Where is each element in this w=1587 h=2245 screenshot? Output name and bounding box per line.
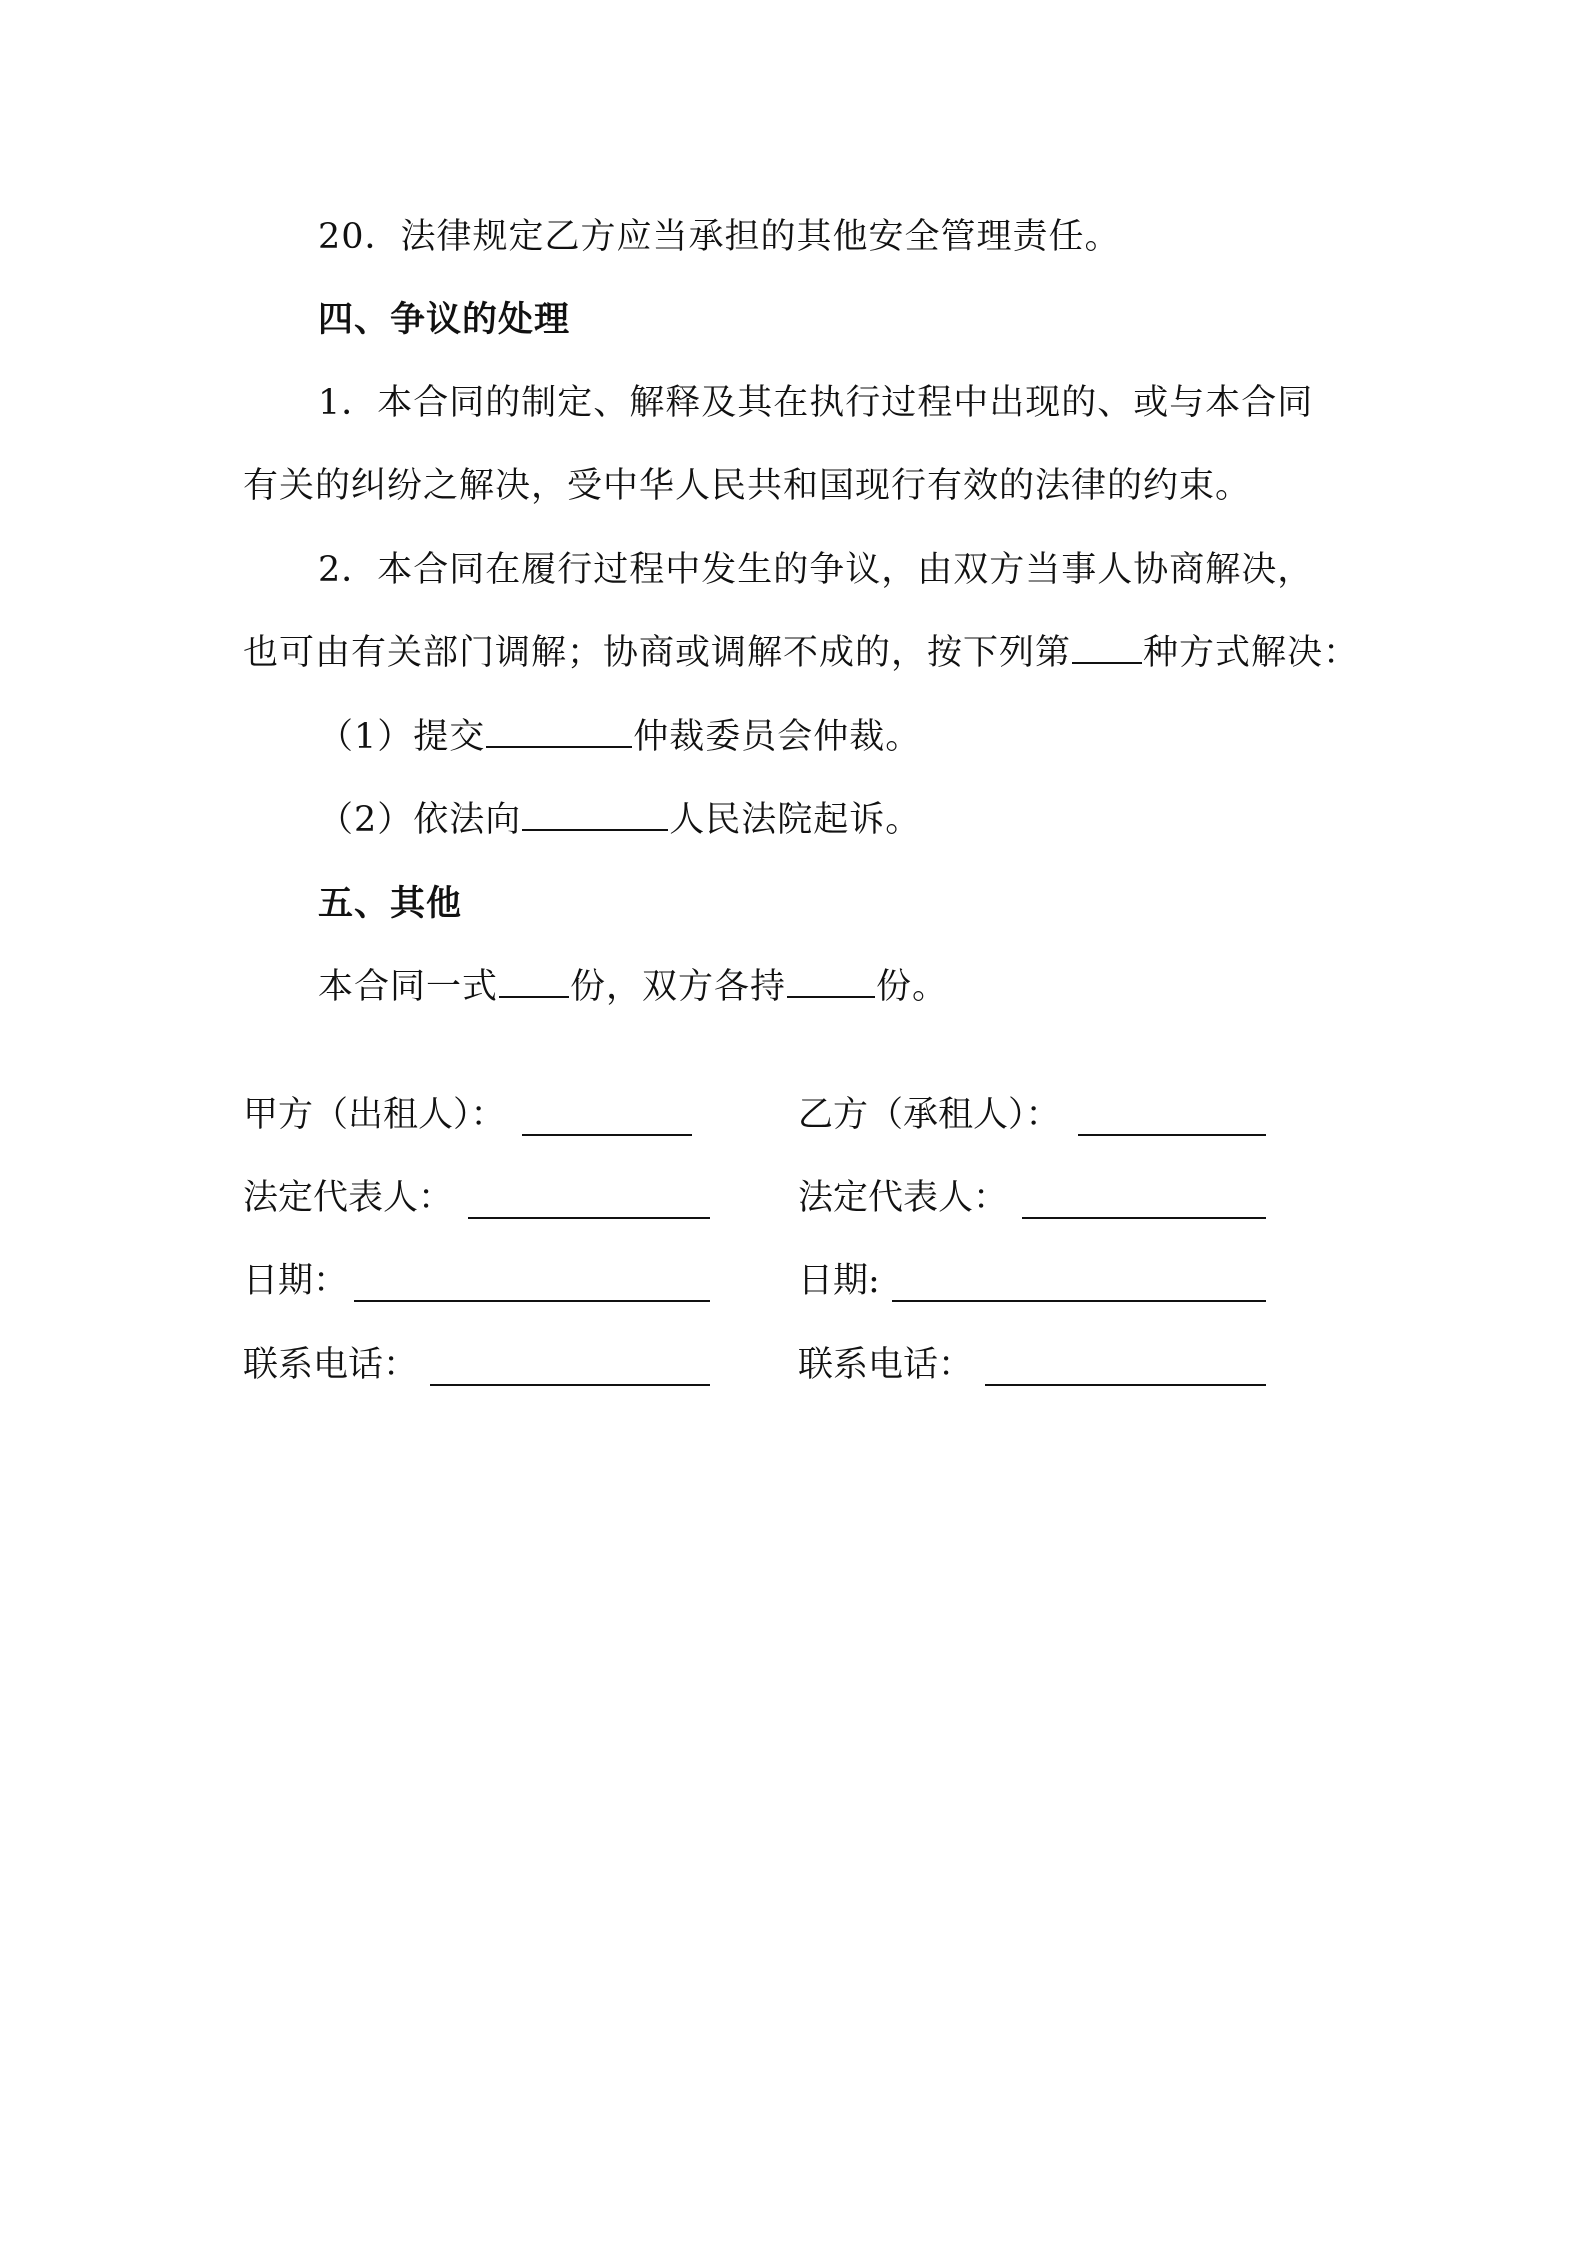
party-a-rep-row [243, 1173, 453, 1223]
option-1 [318, 712, 921, 762]
party-a-phone-line [430, 1384, 710, 1386]
option-2-text-b: 人民法院起诉。 [669, 800, 922, 840]
clause-4-1-line-2: 有关的纠纷之解决，受中华人民共和国现行有效的法律的约束。 [243, 466, 1252, 506]
option-2-text-a: （2）依法向 [318, 800, 522, 840]
copies-line [318, 962, 948, 1012]
copies-text-c: 份。 [876, 967, 949, 1007]
party-b-rep-row [798, 1173, 1008, 1223]
court-blank [522, 795, 668, 831]
section-5-title: 五、其他 [318, 883, 463, 924]
clause-4-2-line-1: 2．本合同在履行过程中发生的争议，由双方当事人协商解决， [318, 550, 1314, 590]
party-b-phone-row [798, 1340, 973, 1390]
option-2 [318, 795, 921, 845]
party-b-date-label: 日期: [798, 1261, 880, 1301]
option-1-text-b: 仲裁委员会仲裁。 [633, 717, 922, 757]
party-b-rep-label: 法定代表人： [798, 1178, 1009, 1218]
clause-4-2-line-2 [243, 628, 1359, 678]
party-b-name-label: 乙方（承租人）： [798, 1095, 1061, 1135]
arbitration-commission-blank [486, 712, 632, 748]
party-a-rep-label: 法定代表人： [243, 1178, 454, 1218]
each-copies-blank [787, 962, 875, 998]
party-b-phone-line [985, 1384, 1266, 1386]
party-a-name-line [522, 1134, 692, 1136]
party-a-date-label: 日期： [243, 1261, 349, 1301]
copies-text-a: 本合同一式 [318, 967, 499, 1007]
total-copies-blank [499, 962, 569, 998]
party-a-name-row [243, 1090, 506, 1140]
party-b-name-row [798, 1090, 1061, 1140]
party-b-date-line [892, 1300, 1266, 1302]
party-a-rep-line [468, 1217, 710, 1219]
clause-20: 20．法律规定乙方应当承担的其他安全管理责任。 [318, 217, 1121, 257]
method-number-blank [1072, 628, 1142, 664]
party-b-phone-label: 联系电话： [798, 1345, 974, 1385]
party-b-rep-line [1022, 1217, 1266, 1219]
copies-text-b: 份，双方各持 [570, 967, 787, 1007]
party-b-name-line [1078, 1134, 1266, 1136]
party-a-phone-row [243, 1340, 418, 1390]
clause-4-2-text-b: 种方式解决： [1143, 633, 1360, 673]
party-b-date-row [798, 1256, 880, 1306]
party-a-name-label: 甲方（出租人）： [243, 1095, 506, 1135]
clause-4-1-line-1: 1．本合同的制定、解释及其在执行过程中出现的、或与本合同 [318, 383, 1314, 423]
section-4-title: 四、争议的处理 [318, 299, 571, 340]
clause-4-2-text-a: 也可由有关部门调解；协商或调解不成的，按下列第 [243, 633, 1072, 673]
party-a-phone-label: 联系电话： [243, 1345, 419, 1385]
party-a-date-line [354, 1300, 710, 1302]
party-a-date-row [243, 1256, 348, 1306]
option-1-text-a: （1）提交 [318, 717, 486, 757]
